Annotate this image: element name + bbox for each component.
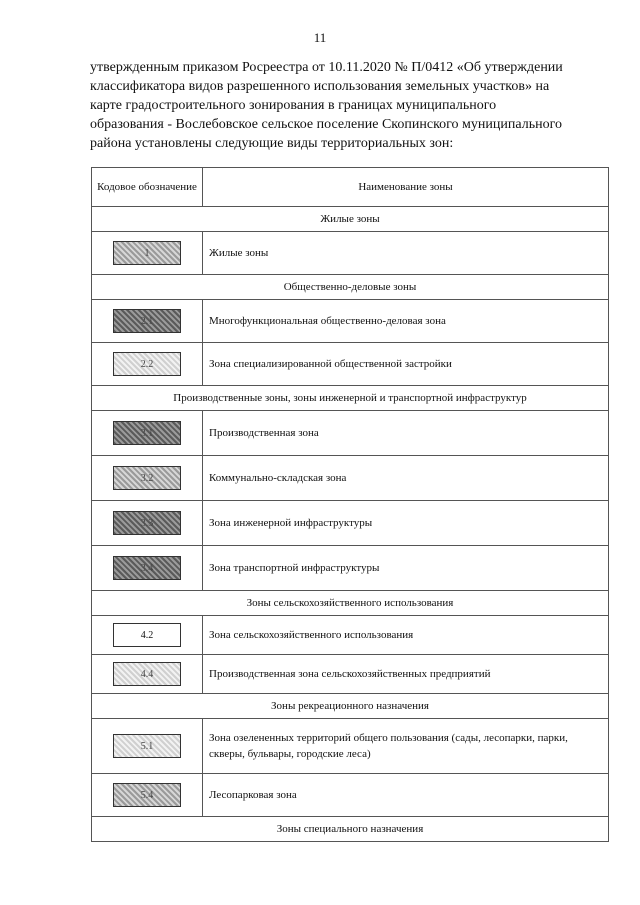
section-title: Зоны специального назначения [92, 817, 609, 842]
section-row [92, 591, 609, 616]
zone-code-cell [92, 774, 203, 817]
zone-code-cell [92, 456, 203, 501]
section-row [92, 275, 609, 300]
zone-name: Жилые зоны [203, 232, 609, 275]
zone-code-cell [92, 546, 203, 591]
zone-name: Зона специализированной общественной застройки [203, 343, 609, 386]
zone-row [92, 456, 609, 501]
zone-code-cell [92, 655, 203, 694]
zone-row [92, 546, 609, 591]
zone-swatch: 4.2 [113, 623, 181, 647]
intro-line: района установлены следующие виды территориальных зон: [90, 136, 454, 151]
zone-swatch: 2.1 [113, 309, 181, 333]
intro-line: образования - Вослебовское сельское поселение Скопинского муниципального [90, 117, 562, 132]
intro-paragraph [90, 58, 608, 153]
zone-row [92, 343, 609, 386]
zone-row [92, 300, 609, 343]
zone-code-cell [92, 616, 203, 655]
zone-row [92, 655, 609, 694]
page-number: 11 [313, 30, 327, 45]
zones-table [91, 167, 609, 842]
zone-code-cell [92, 719, 203, 774]
zone-name: Зона транспортной инфраструктуры [203, 546, 609, 591]
zone-swatch: 3.1 [113, 421, 181, 445]
section-row [92, 817, 609, 842]
intro-line: утвержденным приказом Росреестра от 10.11.2020 № П/0412 «Об утверждении [90, 60, 563, 75]
zone-swatch: 3.4 [113, 556, 181, 580]
header-code: Кодовое обозначение [92, 168, 203, 207]
zone-code-cell [92, 501, 203, 546]
section-title: Зоны рекреационного назначения [92, 694, 609, 719]
zone-code-cell [92, 300, 203, 343]
zone-name: Коммунально-складская зона [203, 456, 609, 501]
zone-row [92, 774, 609, 817]
zone-row [92, 719, 609, 774]
section-row [92, 207, 609, 232]
zone-code-cell [92, 232, 203, 275]
zone-name: Зона инженерной инфраструктуры [203, 501, 609, 546]
zone-swatch: 4.4 [113, 662, 181, 686]
section-row [92, 694, 609, 719]
section-title: Общественно-деловые зоны [92, 275, 609, 300]
zone-row [92, 616, 609, 655]
intro-line: карте градостроительного зонирования в границах муниципального [90, 98, 497, 113]
intro-line: классификатора видов разрешенного использования земельных участков» на [90, 79, 550, 94]
section-title: Производственные зоны, зоны инженерной и транспортной инфраструктур [92, 386, 609, 411]
zone-swatch: 3.2 [113, 466, 181, 490]
section-title: Зоны сельскохозяйственного использования [92, 591, 609, 616]
zone-name: Многофункциональная общественно-деловая зона [203, 300, 609, 343]
zone-name: Зона озелененных территорий общего пользования (сады, лесопарки, парки, скверы, бульвары, городские леса) [203, 719, 609, 774]
section-title: Жилые зоны [92, 207, 609, 232]
zone-code-cell [92, 411, 203, 456]
zone-swatch: 5.1 [113, 734, 181, 758]
zone-row [92, 232, 609, 275]
table-header-row [92, 168, 609, 207]
zone-row [92, 411, 609, 456]
zone-swatch: 3.3 [113, 511, 181, 535]
zone-code-cell [92, 343, 203, 386]
zone-name: Зона сельскохозяйственного использования [203, 616, 609, 655]
zone-name: Лесопарковая зона [203, 774, 609, 817]
zone-swatch: 5.4 [113, 783, 181, 807]
header-name: Наименование зоны [203, 168, 609, 207]
zone-swatch: 2.2 [113, 352, 181, 376]
zone-name: Производственная зона сельскохозяйственных предприятий [203, 655, 609, 694]
section-row [92, 386, 609, 411]
zone-name: Производственная зона [203, 411, 609, 456]
zone-row [92, 501, 609, 546]
zone-swatch: 1 [113, 241, 181, 265]
